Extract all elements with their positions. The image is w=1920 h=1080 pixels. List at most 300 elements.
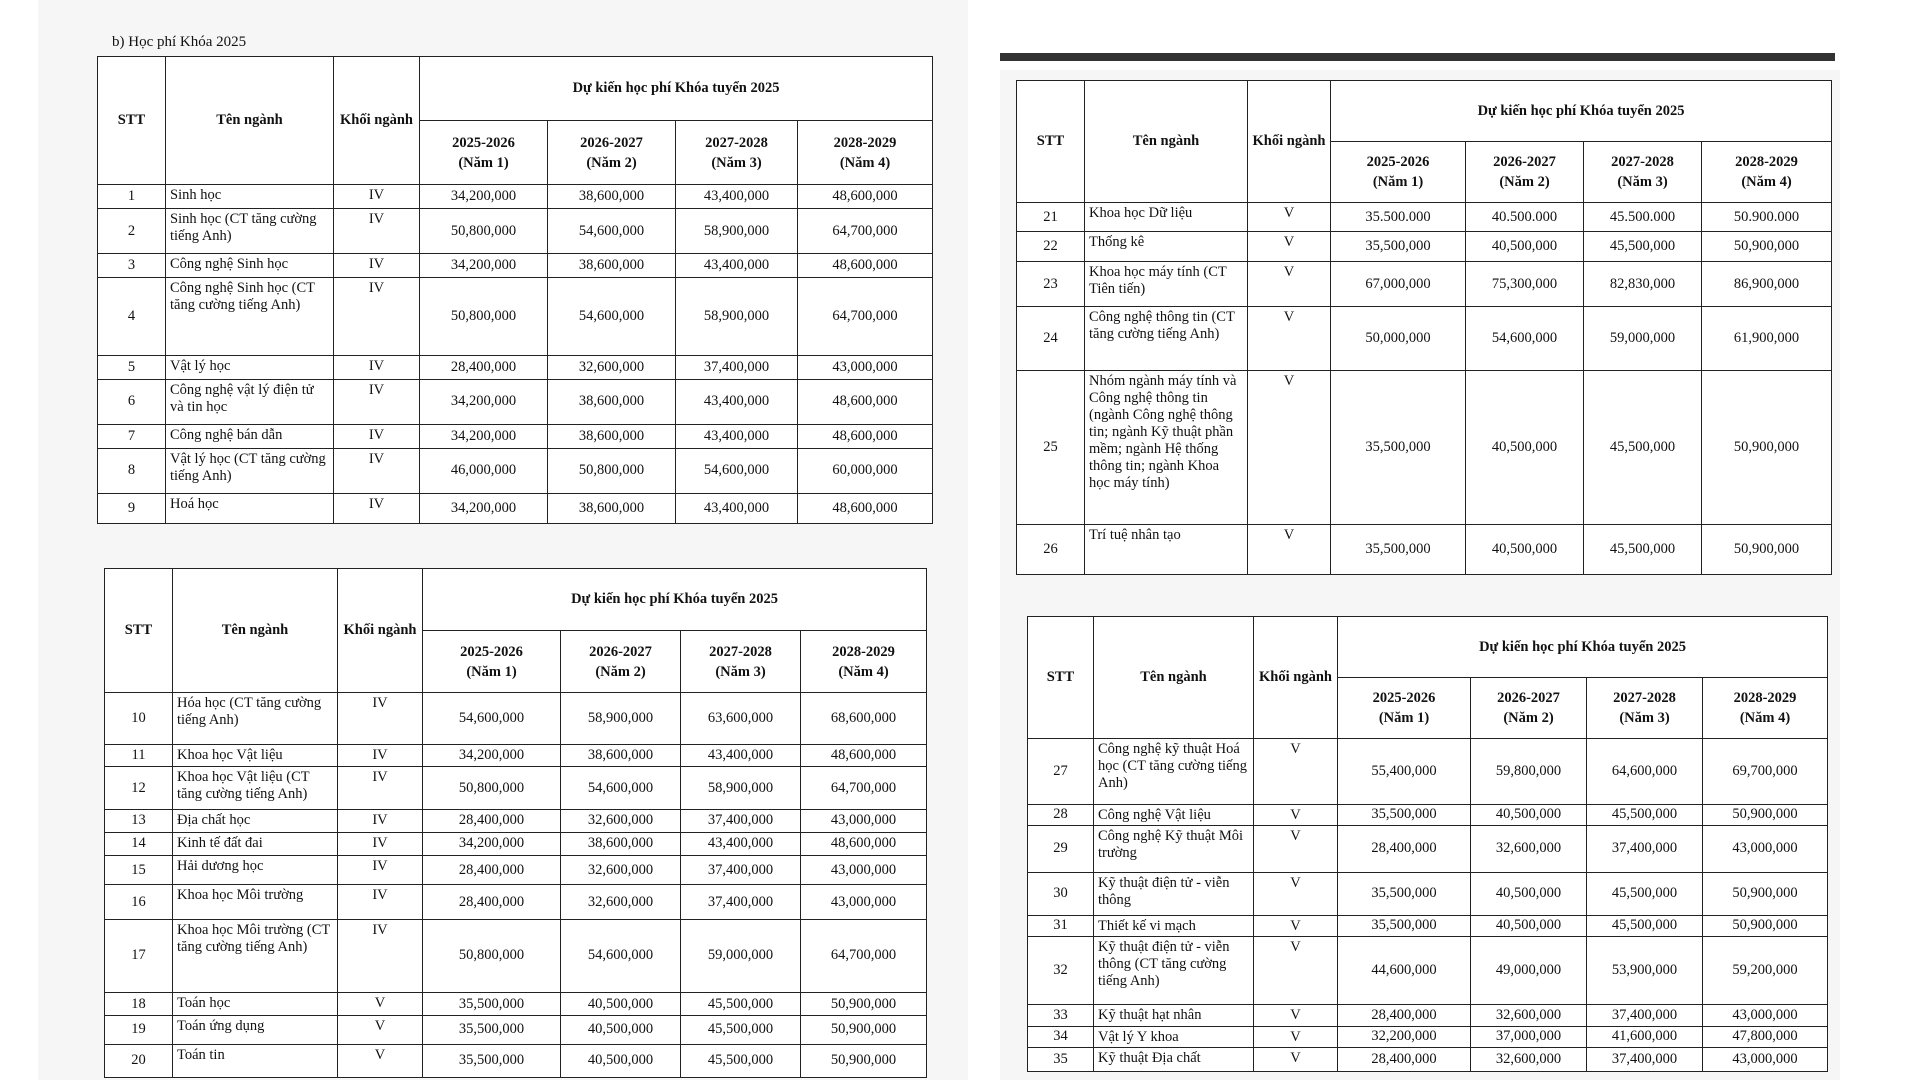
cell-fee-year-2: 40,500,000 <box>561 1016 681 1045</box>
cell-fee-year-1: 28,400,000 <box>423 855 561 885</box>
year-label: (Năm 3) <box>711 154 762 171</box>
cell-fee-year-3: 45,500,000 <box>1587 915 1703 936</box>
cell-fee-year-1: 34,200,000 <box>423 832 561 855</box>
table-row <box>105 993 927 1016</box>
table-row <box>105 1044 927 1077</box>
year-label: (Năm 1) <box>1378 710 1430 726</box>
cell-major-name: Toán học <box>173 993 338 1016</box>
cell-stt: 33 <box>1028 1005 1094 1026</box>
year-range: 2028-2029 <box>833 134 897 151</box>
tuition-table-1 <box>97 56 933 524</box>
cell-major-name: Nhóm ngành máy tính và Công nghệ thông tin (ngành Công nghệ thông tin; ngành Kỹ thuật phần mềm; ngành Hệ thống thông tin; ngành Khoa học máy tính) <box>1085 371 1248 524</box>
table-row <box>1028 825 1828 873</box>
cell-fee-year-2: 54,600,000 <box>1466 307 1584 371</box>
cell-major-name: Công nghệ kỹ thuật Hoá học (CT tăng cường tiếng Anh) <box>1094 739 1254 805</box>
cell-fee-year-3: 45,500,000 <box>681 993 801 1016</box>
year-range: 2028-2029 <box>1735 154 1798 170</box>
year-label: (Năm 1) <box>1372 174 1424 190</box>
cell-stt: 19 <box>105 1016 173 1045</box>
year-label: (Năm 3) <box>1619 710 1670 726</box>
cell-major-name: Vật lý học <box>166 355 334 379</box>
cell-stt: 12 <box>105 767 173 809</box>
cell-fee-year-2: 54,600,000 <box>561 767 681 809</box>
table-row <box>1017 307 1832 371</box>
cell-block: V <box>1254 1005 1338 1026</box>
cell-fee-year-1: 32,200,000 <box>1338 1026 1471 1047</box>
cell-block: IV <box>334 424 420 448</box>
cell-fee-year-3: 45,500,000 <box>681 1044 801 1077</box>
tuition-table-3 <box>1016 80 1832 575</box>
cell-fee-year-2: 54,600,000 <box>548 278 676 355</box>
cell-fee-year-1: 34,200,000 <box>420 493 548 523</box>
cell-major-name: Kỹ thuật Địa chất <box>1094 1047 1254 1071</box>
cell-major-name: Sinh học <box>166 185 334 209</box>
year-label: (Năm 1) <box>466 663 517 680</box>
table-row <box>98 448 933 493</box>
cell-major-name: Hoá học <box>166 493 334 523</box>
cell-fee-year-4: 68,600,000 <box>801 693 927 745</box>
cell-major-name: Công nghệ bán dẫn <box>166 424 334 448</box>
header-year <box>420 121 548 185</box>
year-range: 2025-2026 <box>1372 690 1436 706</box>
cell-major-name: Khoa học Vật liệu (CT tăng cường tiếng Anh) <box>173 767 338 809</box>
cell-block: IV <box>338 767 423 809</box>
cell-fee-year-2: 37,000,000 <box>1471 1026 1587 1047</box>
table-row <box>1017 203 1832 232</box>
cell-fee-year-4: 64,700,000 <box>798 278 933 355</box>
cell-fee-year-3: 43,400,000 <box>676 493 798 523</box>
cell-fee-year-4: 48,600,000 <box>798 493 933 523</box>
cell-block: IV <box>338 809 423 832</box>
cell-fee-year-1: 28,400,000 <box>1338 825 1471 873</box>
cell-block: V <box>1254 915 1338 936</box>
cell-fee-year-2: 49,000,000 <box>1471 936 1587 1005</box>
cell-fee-year-2: 32,600,000 <box>561 885 681 919</box>
cell-fee-year-3: 37,400,000 <box>1587 1047 1703 1071</box>
cell-fee-year-3: 43,400,000 <box>676 185 798 209</box>
cell-fee-year-2: 40,500,000 <box>1466 232 1584 262</box>
cell-fee-year-2: 40,500,000 <box>1466 371 1584 524</box>
cell-fee-year-4: 50,900,000 <box>801 1016 927 1045</box>
cell-stt: 29 <box>1028 825 1094 873</box>
cell-fee-year-3: 58,900,000 <box>681 767 801 809</box>
cell-fee-year-4: 43,000,000 <box>801 885 927 919</box>
cell-fee-year-2: 32,600,000 <box>1471 1005 1587 1026</box>
cell-fee-year-1: 54,600,000 <box>423 693 561 745</box>
cell-fee-year-2: 32,600,000 <box>548 355 676 379</box>
cell-block: V <box>1248 232 1331 262</box>
header-name: Tên ngành <box>173 569 338 693</box>
cell-fee-year-3: 59,000,000 <box>1584 307 1702 371</box>
cell-block: V <box>1248 203 1331 232</box>
cell-major-name: Khoa học Môi trường <box>173 885 338 919</box>
header-row <box>98 57 933 121</box>
cell-major-name: Công nghệ Kỹ thuật Môi trường <box>1094 825 1254 873</box>
cell-fee-year-3: 43,400,000 <box>681 832 801 855</box>
cell-block: IV <box>338 885 423 919</box>
table-row <box>98 493 933 523</box>
cell-fee-year-4: 64,700,000 <box>798 209 933 254</box>
cell-fee-year-2: 38,600,000 <box>548 379 676 424</box>
cell-fee-year-1: 35.500.000 <box>1331 203 1466 232</box>
table-row <box>105 1016 927 1045</box>
cell-block: IV <box>338 744 423 767</box>
cell-fee-year-1: 34,200,000 <box>420 253 548 277</box>
table-row <box>1017 371 1832 524</box>
cell-fee-year-3: 45,500,000 <box>1587 804 1703 825</box>
cell-stt: 18 <box>105 993 173 1016</box>
cell-block: V <box>1254 804 1338 825</box>
cell-stt: 2 <box>98 209 166 254</box>
header-row <box>1017 81 1832 142</box>
year-label: (Năm 2) <box>1499 174 1550 190</box>
cell-stt: 25 <box>1017 371 1085 524</box>
table-row <box>98 185 933 209</box>
cell-stt: 13 <box>105 809 173 832</box>
cell-block: V <box>338 1016 423 1045</box>
cell-fee-year-3: 43,400,000 <box>676 253 798 277</box>
cell-fee-year-2: 40.500.000 <box>1466 203 1584 232</box>
cell-stt: 27 <box>1028 739 1094 805</box>
cell-block: IV <box>338 855 423 885</box>
table-row <box>105 832 927 855</box>
table-row <box>98 278 933 355</box>
cell-fee-year-3: 37,400,000 <box>681 855 801 885</box>
cell-block: IV <box>334 493 420 523</box>
cell-fee-year-3: 37,400,000 <box>1587 825 1703 873</box>
cell-stt: 30 <box>1028 873 1094 915</box>
year-range: 2027-2028 <box>705 134 768 151</box>
cell-stt: 9 <box>98 493 166 523</box>
cell-fee-year-2: 38,600,000 <box>548 424 676 448</box>
cell-major-name: Khoa học Vật liệu <box>173 744 338 767</box>
cell-block: V <box>1248 262 1331 307</box>
table-row <box>1017 262 1832 307</box>
cell-major-name: Kinh tế đất đai <box>173 832 338 855</box>
cell-block: IV <box>334 355 420 379</box>
table-row <box>98 253 933 277</box>
year-range: 2026-2027 <box>589 643 652 660</box>
table-row <box>105 744 927 767</box>
cell-fee-year-3: 64,600,000 <box>1587 739 1703 805</box>
cell-fee-year-2: 40,500,000 <box>1471 915 1587 936</box>
table-row <box>105 693 927 745</box>
cell-stt: 34 <box>1028 1026 1094 1047</box>
cell-fee-year-3: 63,600,000 <box>681 693 801 745</box>
table-row <box>1028 1005 1828 1026</box>
cell-block: IV <box>338 693 423 745</box>
table-row <box>105 809 927 832</box>
year-label: (Năm 2) <box>1503 710 1554 726</box>
header-stt: STT <box>105 569 173 693</box>
header-year <box>1703 678 1828 739</box>
tuition-table-2 <box>104 568 927 1078</box>
header-year <box>681 631 801 693</box>
cell-stt: 10 <box>105 693 173 745</box>
cell-fee-year-4: 50.900.000 <box>1702 203 1832 232</box>
header-year <box>1584 142 1702 203</box>
cell-fee-year-3: 58,900,000 <box>676 278 798 355</box>
cell-fee-year-4: 50,900,000 <box>801 993 927 1016</box>
cell-fee-year-1: 67,000,000 <box>1331 262 1466 307</box>
cell-fee-year-1: 28,400,000 <box>1338 1005 1471 1026</box>
cell-fee-year-2: 40,500,000 <box>561 993 681 1016</box>
table-row <box>98 424 933 448</box>
header-name: Tên ngành <box>1085 81 1248 203</box>
cell-fee-year-4: 43,000,000 <box>801 809 927 832</box>
year-range: 2026-2027 <box>580 134 643 151</box>
cell-stt: 23 <box>1017 262 1085 307</box>
cell-major-name: Thiết kế vi mạch <box>1094 915 1254 936</box>
cell-stt: 22 <box>1017 232 1085 262</box>
cell-fee-year-3: 59,000,000 <box>681 919 801 992</box>
cell-stt: 31 <box>1028 915 1094 936</box>
header-year <box>1466 142 1584 203</box>
cell-fee-year-2: 75,300,000 <box>1466 262 1584 307</box>
table-row <box>1028 936 1828 1005</box>
cell-fee-year-4: 48,600,000 <box>801 744 927 767</box>
cell-fee-year-4: 43,000,000 <box>1703 1047 1828 1071</box>
year-range: 2025-2026 <box>1366 154 1430 170</box>
table-row <box>105 767 927 809</box>
cell-stt: 8 <box>98 448 166 493</box>
header-year <box>676 121 798 185</box>
cell-block: V <box>1254 873 1338 915</box>
header-block: Khối ngành <box>334 57 420 185</box>
cell-stt: 11 <box>105 744 173 767</box>
cell-fee-year-1: 50,800,000 <box>420 209 548 254</box>
table-row <box>1028 1026 1828 1047</box>
cell-fee-year-4: 64,700,000 <box>801 767 927 809</box>
cell-fee-year-2: 58,900,000 <box>561 693 681 745</box>
cell-stt: 17 <box>105 919 173 992</box>
cell-fee-year-3: 45,500,000 <box>1584 232 1702 262</box>
year-range: 2027-2028 <box>1613 690 1676 706</box>
cell-fee-year-2: 38,600,000 <box>561 832 681 855</box>
cell-fee-year-4: 48,600,000 <box>798 185 933 209</box>
cell-fee-year-3: 37,400,000 <box>681 809 801 832</box>
cell-fee-year-2: 38,600,000 <box>561 744 681 767</box>
year-range: 2027-2028 <box>1611 154 1674 170</box>
cell-major-name: Thống kê <box>1085 232 1248 262</box>
cell-fee-year-1: 28,400,000 <box>420 355 548 379</box>
header-stt: STT <box>1017 81 1085 203</box>
table-row <box>1017 232 1832 262</box>
cell-stt: 32 <box>1028 936 1094 1005</box>
cell-major-name: Công nghệ vật lý điện tử và tin học <box>166 379 334 424</box>
cell-stt: 5 <box>98 355 166 379</box>
year-range: 2027-2028 <box>709 643 772 660</box>
cell-major-name: Địa chất học <box>173 809 338 832</box>
cell-block: V <box>1254 1047 1338 1071</box>
cell-major-name: Toán tin <box>173 1044 338 1077</box>
cell-block: IV <box>338 919 423 992</box>
header-year <box>1587 678 1703 739</box>
cell-fee-year-2: 50,800,000 <box>548 448 676 493</box>
cell-stt: 21 <box>1017 203 1085 232</box>
year-label: (Năm 2) <box>586 154 637 171</box>
cell-stt: 20 <box>105 1044 173 1077</box>
cell-fee-year-3: 43,400,000 <box>676 379 798 424</box>
cell-fee-year-4: 43,000,000 <box>801 855 927 885</box>
table-row <box>98 209 933 254</box>
cell-major-name: Hải dương học <box>173 855 338 885</box>
year-range: 2028-2029 <box>832 643 895 660</box>
year-label: (Năm 3) <box>1617 174 1668 190</box>
cell-major-name: Vật lý Y khoa <box>1094 1026 1254 1047</box>
cell-fee-year-4: 48,600,000 <box>801 832 927 855</box>
cell-stt: 4 <box>98 278 166 355</box>
table-row <box>98 355 933 379</box>
cell-block: V <box>1254 1026 1338 1047</box>
cell-fee-year-3: 54,600,000 <box>676 448 798 493</box>
year-range: 2026-2027 <box>1493 154 1556 170</box>
cell-fee-year-4: 50,900,000 <box>1702 232 1832 262</box>
cell-fee-year-4: 43,000,000 <box>1703 825 1828 873</box>
header-year <box>423 631 561 693</box>
header-block: Khối ngành <box>338 569 423 693</box>
cell-major-name: Công nghệ Sinh học (CT tăng cường tiếng Anh) <box>166 278 334 355</box>
cell-block: IV <box>334 185 420 209</box>
cell-fee-year-3: 37,400,000 <box>676 355 798 379</box>
cell-fee-year-4: 61,900,000 <box>1702 307 1832 371</box>
cell-major-name: Kỹ thuật điện tử - viễn thông <box>1094 873 1254 915</box>
separator-bar <box>1000 53 1835 61</box>
cell-fee-year-3: 41,600,000 <box>1587 1026 1703 1047</box>
cell-fee-year-1: 50,000,000 <box>1331 307 1466 371</box>
cell-fee-year-1: 44,600,000 <box>1338 936 1471 1005</box>
cell-major-name: Hóa học (CT tăng cường tiếng Anh) <box>173 693 338 745</box>
cell-fee-year-2: 40,500,000 <box>1471 804 1587 825</box>
cell-stt: 35 <box>1028 1047 1094 1071</box>
header-year <box>1331 142 1466 203</box>
cell-fee-year-1: 35,500,000 <box>423 993 561 1016</box>
cell-fee-year-3: 43,400,000 <box>681 744 801 767</box>
table-row <box>1028 915 1828 936</box>
cell-fee-year-4: 50,900,000 <box>1703 873 1828 915</box>
page-heading: b) Học phí Khóa 2025 <box>112 34 247 50</box>
cell-fee-year-3: 43,400,000 <box>676 424 798 448</box>
year-range: 2025-2026 <box>452 134 515 151</box>
cell-fee-year-4: 50,900,000 <box>1703 915 1828 936</box>
cell-fee-year-1: 34,200,000 <box>423 744 561 767</box>
cell-fee-year-2: 32,600,000 <box>561 809 681 832</box>
cell-stt: 14 <box>105 832 173 855</box>
cell-fee-year-3: 45,500,000 <box>1587 873 1703 915</box>
cell-fee-year-1: 50,800,000 <box>423 919 561 992</box>
cell-fee-year-1: 35,500,000 <box>1331 524 1466 574</box>
cell-major-name: Khoa học Dữ liệu <box>1085 203 1248 232</box>
cell-major-name: Công nghệ Vật liệu <box>1094 804 1254 825</box>
header-year <box>1471 678 1587 739</box>
year-label: (Năm 3) <box>715 663 766 680</box>
cell-major-name: Khoa học máy tính (CT Tiên tiến) <box>1085 262 1248 307</box>
header-year <box>1338 678 1471 739</box>
year-label: (Năm 4) <box>838 663 889 680</box>
cell-stt: 6 <box>98 379 166 424</box>
cell-fee-year-3: 82,830,000 <box>1584 262 1702 307</box>
cell-fee-year-3: 37,400,000 <box>1587 1005 1703 1026</box>
cell-fee-year-2: 38,600,000 <box>548 493 676 523</box>
cell-block: IV <box>338 832 423 855</box>
year-label: (Năm 2) <box>595 663 646 680</box>
header-stt: STT <box>1028 617 1094 739</box>
cell-fee-year-4: 43,000,000 <box>1703 1005 1828 1026</box>
header-group: Dự kiến học phí Khóa tuyển 2025 <box>1331 81 1832 142</box>
cell-fee-year-3: 45,500,000 <box>1584 371 1702 524</box>
cell-fee-year-1: 35,500,000 <box>423 1044 561 1077</box>
year-label: (Năm 4) <box>1741 174 1792 190</box>
cell-fee-year-2: 59,800,000 <box>1471 739 1587 805</box>
table-row <box>1028 804 1828 825</box>
cell-fee-year-1: 28,400,000 <box>423 809 561 832</box>
cell-fee-year-2: 32,600,000 <box>1471 1047 1587 1071</box>
cell-fee-year-2: 54,600,000 <box>561 919 681 992</box>
cell-major-name: Kỹ thuật hạt nhân <box>1094 1005 1254 1026</box>
header-group: Dự kiến học phí Khóa tuyển 2025 <box>423 569 927 631</box>
table-row <box>1028 873 1828 915</box>
cell-fee-year-3: 45,500,000 <box>681 1016 801 1045</box>
cell-fee-year-1: 50,800,000 <box>420 278 548 355</box>
cell-block: IV <box>334 209 420 254</box>
cell-fee-year-4: 50,900,000 <box>1703 804 1828 825</box>
cell-fee-year-4: 43,000,000 <box>798 355 933 379</box>
cell-fee-year-2: 40,500,000 <box>561 1044 681 1077</box>
cell-block: V <box>338 993 423 1016</box>
cell-fee-year-2: 32,600,000 <box>561 855 681 885</box>
cell-fee-year-2: 54,600,000 <box>548 209 676 254</box>
cell-fee-year-1: 28,400,000 <box>423 885 561 919</box>
cell-fee-year-4: 48,600,000 <box>798 253 933 277</box>
cell-fee-year-1: 35,500,000 <box>1338 915 1471 936</box>
cell-major-name: Công nghệ Sinh học <box>166 253 334 277</box>
cell-fee-year-2: 32,600,000 <box>1471 825 1587 873</box>
cell-fee-year-2: 38,600,000 <box>548 185 676 209</box>
cell-block: V <box>1248 524 1331 574</box>
cell-fee-year-2: 40,500,000 <box>1471 873 1587 915</box>
year-label: (Năm 4) <box>839 154 891 171</box>
cell-major-name: Sinh học (CT tăng cường tiếng Anh) <box>166 209 334 254</box>
cell-stt: 24 <box>1017 307 1085 371</box>
cell-block: IV <box>334 278 420 355</box>
cell-block: IV <box>334 379 420 424</box>
header-group: Dự kiến học phí Khóa tuyển 2025 <box>420 57 933 121</box>
cell-fee-year-4: 64,700,000 <box>801 919 927 992</box>
cell-fee-year-1: 35,500,000 <box>1338 804 1471 825</box>
cell-block: IV <box>334 253 420 277</box>
header-year <box>548 121 676 185</box>
cell-major-name: Toán ứng dụng <box>173 1016 338 1045</box>
cell-block: V <box>1254 825 1338 873</box>
cell-fee-year-4: 50,900,000 <box>1702 371 1832 524</box>
cell-fee-year-3: 58,900,000 <box>676 209 798 254</box>
cell-stt: 7 <box>98 424 166 448</box>
header-year <box>801 631 927 693</box>
cell-stt: 16 <box>105 885 173 919</box>
cell-fee-year-4: 86,900,000 <box>1702 262 1832 307</box>
cell-fee-year-1: 34,200,000 <box>420 379 548 424</box>
table-row <box>105 885 927 919</box>
year-label: (Năm 1) <box>458 154 509 171</box>
cell-fee-year-4: 48,600,000 <box>798 379 933 424</box>
cell-stt: 3 <box>98 253 166 277</box>
cell-major-name: Kỹ thuật điện tử - viễn thông (CT tăng cường tiếng Anh) <box>1094 936 1254 1005</box>
table-row <box>1028 1047 1828 1071</box>
tuition-table-4 <box>1027 616 1828 1072</box>
cell-fee-year-3: 37,400,000 <box>681 885 801 919</box>
header-year <box>798 121 933 185</box>
header-name: Tên ngành <box>1094 617 1254 739</box>
